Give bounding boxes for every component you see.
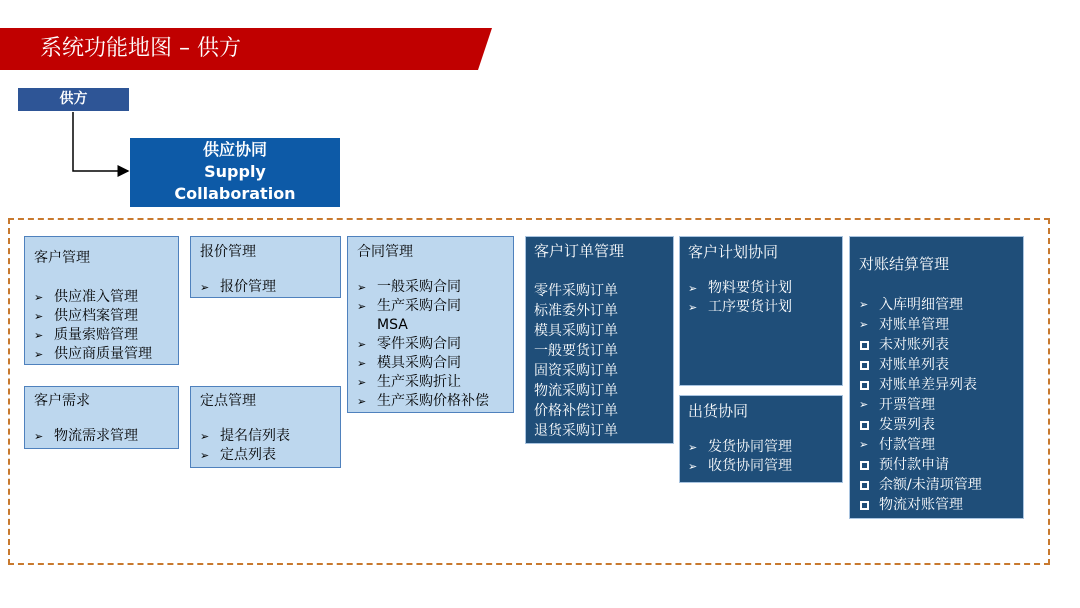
square-bullet-icon bbox=[860, 461, 869, 470]
arrow-bullet-icon: ➢ bbox=[200, 430, 210, 443]
card-customer-demand bbox=[24, 386, 179, 449]
arrow-bullet-icon: ➢ bbox=[859, 298, 869, 311]
arrow-bullet-icon: ➢ bbox=[357, 395, 367, 408]
square-bullet-icon bbox=[860, 361, 869, 370]
card-title: 客户管理 bbox=[34, 250, 90, 266]
arrow-bullet-icon: ➢ bbox=[357, 281, 367, 294]
list-item: 一般要货订单 bbox=[534, 343, 618, 359]
arrow-bullet-icon: ➢ bbox=[34, 291, 44, 304]
list-item: 余额/未清项管理 bbox=[859, 475, 1023, 495]
card-customer-plan bbox=[679, 236, 843, 386]
arrow-bullet-icon: ➢ bbox=[859, 398, 869, 411]
list-item: ➢ 收货协同管理 bbox=[688, 458, 792, 474]
card-quote-management bbox=[190, 236, 341, 298]
card-contract-management bbox=[347, 236, 514, 413]
list-item: ➢ 定点列表 bbox=[200, 447, 276, 463]
list-item: ➢ 零件采购合同 bbox=[357, 336, 461, 352]
arrow-bullet-icon: ➢ bbox=[859, 438, 869, 451]
collab-title-en-1: Supply bbox=[204, 162, 266, 181]
contract-list bbox=[357, 278, 513, 411]
list-item: ➢ 生产采购价格补偿 bbox=[357, 393, 489, 409]
card-title: 对账结算管理 bbox=[859, 255, 950, 273]
card-title: 客户需求 bbox=[34, 393, 90, 409]
list-item: ➢ 供应档案管理 bbox=[34, 308, 138, 324]
list-item: ➢ 一般采购合同 bbox=[357, 279, 461, 295]
supplier-node: 供方 bbox=[18, 88, 129, 111]
list-item: ➢ 报价管理 bbox=[200, 279, 276, 295]
list-item: ➢ 供应商质量管理 bbox=[34, 346, 152, 362]
card-designation-management bbox=[190, 386, 341, 468]
collab-title-en-2: Collaboration bbox=[174, 184, 296, 203]
arrow-bullet-icon: ➢ bbox=[200, 281, 210, 294]
arrow-bullet-icon: ➢ bbox=[357, 357, 367, 370]
list-item: ➢ 物流需求管理 bbox=[34, 428, 138, 444]
arrow-bullet-icon: ➢ bbox=[688, 282, 698, 295]
list-item: ➢ 提名信列表 bbox=[200, 428, 290, 444]
card-title: 报价管理 bbox=[200, 244, 256, 260]
list-item: 退货采购订单 bbox=[534, 423, 618, 439]
quote-list bbox=[200, 278, 340, 297]
arrow-bullet-icon: ➢ bbox=[859, 318, 869, 331]
list-item: ➢ 物料要货计划 bbox=[688, 280, 792, 296]
shipping-list bbox=[688, 438, 842, 476]
designation-list bbox=[200, 427, 340, 465]
list-item: 预付款申请 bbox=[859, 455, 1023, 475]
arrow-bullet-icon: ➢ bbox=[34, 310, 44, 323]
arrow-bullet-icon: ➢ bbox=[357, 300, 367, 313]
card-customer-management bbox=[24, 236, 179, 365]
list-item: ➢ 供应准入管理 bbox=[34, 289, 138, 305]
list-item: 未对账列表 bbox=[859, 335, 1023, 355]
list-item: 价格补偿订单 bbox=[534, 403, 618, 419]
arrow-bullet-icon: ➢ bbox=[34, 430, 44, 443]
list-item: ➢ 工序要货计划 bbox=[688, 299, 792, 315]
list-item: ➢ 生产采购合同 bbox=[357, 298, 461, 314]
arrow-bullet-icon: ➢ bbox=[688, 301, 698, 314]
list-item: 零件采购订单 bbox=[534, 283, 618, 299]
card-title: 客户订单管理 bbox=[534, 242, 625, 260]
arrow-bullet-icon: ➢ bbox=[34, 348, 44, 361]
plan-list bbox=[688, 279, 842, 317]
arrow-bullet-icon: ➢ bbox=[357, 376, 367, 389]
customer-demand-list bbox=[34, 427, 178, 446]
customer-management-list bbox=[34, 288, 178, 364]
list-item: ➢ 模具采购合同 bbox=[357, 355, 461, 371]
arrow-bullet-icon: ➢ bbox=[688, 460, 698, 473]
card-shipping bbox=[679, 395, 843, 483]
orders-list bbox=[534, 281, 673, 441]
list-item: 对账单列表 bbox=[859, 355, 1023, 375]
list-item: 物流对账管理 bbox=[859, 495, 1023, 515]
arrow-bullet-icon: ➢ bbox=[688, 441, 698, 454]
list-item: 发票列表 bbox=[859, 415, 1023, 435]
square-bullet-icon bbox=[860, 501, 869, 510]
list-item: 对账单差异列表 bbox=[859, 375, 1023, 395]
list-item: 物流采购订单 bbox=[534, 383, 618, 399]
arrow-bullet-icon: ➢ bbox=[34, 329, 44, 342]
card-title: 合同管理 bbox=[357, 244, 413, 260]
card-settlement bbox=[849, 236, 1024, 519]
list-item: MSA bbox=[377, 317, 408, 333]
list-item: ➢ 入库明细管理 bbox=[859, 297, 963, 313]
list-item: ➢ 发货协同管理 bbox=[688, 439, 792, 455]
list-item: ➢ 质量索赔管理 bbox=[34, 327, 138, 343]
collab-title-cn: 供应协同 bbox=[202, 140, 267, 159]
list-item: 固资采购订单 bbox=[534, 363, 618, 379]
arrow-bullet-icon: ➢ bbox=[200, 449, 210, 462]
list-item: 模具采购订单 bbox=[534, 323, 618, 339]
arrow-bullet-icon: ➢ bbox=[357, 338, 367, 351]
square-bullet-icon bbox=[860, 421, 869, 430]
list-item: ➢ 生产采购折让 bbox=[357, 374, 461, 390]
square-bullet-icon bbox=[860, 381, 869, 390]
settlement-list bbox=[859, 295, 1023, 515]
card-customer-orders bbox=[525, 236, 674, 444]
square-bullet-icon bbox=[860, 481, 869, 490]
card-title: 定点管理 bbox=[200, 393, 256, 409]
list-item: ➢ 付款管理 bbox=[859, 437, 935, 453]
list-item: ➢ 开票管理 bbox=[859, 397, 935, 413]
card-title: 客户计划协同 bbox=[688, 243, 779, 261]
list-item: ➢ 对账单管理 bbox=[859, 317, 949, 333]
card-title: 出货协同 bbox=[688, 402, 749, 420]
supply-collaboration-node bbox=[130, 138, 340, 207]
list-item: 标准委外订单 bbox=[534, 303, 618, 319]
square-bullet-icon bbox=[860, 341, 869, 350]
page-title: 系统功能地图 – 供方 bbox=[40, 36, 241, 61]
